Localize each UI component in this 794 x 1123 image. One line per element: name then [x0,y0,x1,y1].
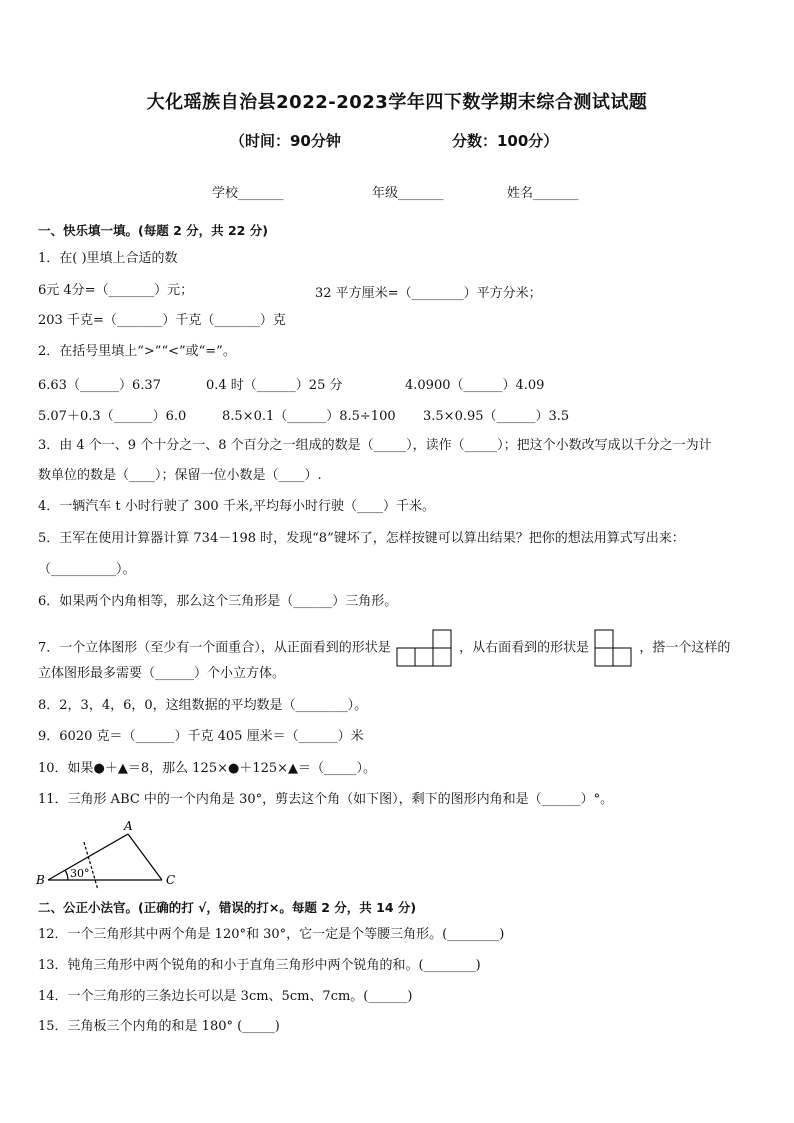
front-view-figure [395,628,455,668]
question-8: 8．2，3，4，6，0，这组数据的平均数是（________）。 [38,698,368,713]
side-ac [128,834,162,880]
question-15: 15．三角板三个内角的和是 180° (_____) [38,1019,280,1034]
angle-label: 30° [70,867,90,880]
question-11: 11．三角形 ABC 中的一个内角是 30°，剪去这个角（如下图），剩下的图形内角和是（______）°。 [38,792,614,807]
exam-time: （时间：90分钟 [230,132,341,150]
compare-item: 4.0900（______）4.09 [405,378,545,393]
name-field[interactable]: 姓名_______ [507,186,579,201]
compare-item: 6.63（______）6.37 [38,378,161,393]
compare-item: 5.07＋0.3（______）6.0 [38,409,187,424]
question-1a: 6元 4分=（_______）元； [38,283,194,298]
cut-line [84,842,98,890]
question-5-line1: 5．王军在使用计算器计算 734－198 时，发现“8”键坏了，怎样按键可以算出结果？把你的想法用算式写出来： [38,531,685,546]
q7-text-part2: ，从右面看到的形状是 [459,640,590,656]
section2-heading: 二、公正小法官。(正确的打 √，错误的打×。每题 2 分，共 14 分) [38,900,417,915]
question-1: 1．在( )里填上合适的数 [38,251,178,266]
compare-item: 3.5×0.95（______）3.5 [423,409,570,424]
school-field[interactable]: 学校_______ [212,186,284,201]
exam-info [230,130,790,151]
question-1b: 32 平方厘米=（________）平方分米； [315,286,542,301]
question-2: 2．在括号里填上“>”“<”或“=”。 [38,344,236,359]
question-13: 13．钝角三角形中两个锐角的和小于直角三角形中两个锐角的和。(________) [38,958,481,973]
question-9: 9．6020 克＝（______）千克 405 厘米＝（______）米 [38,729,364,744]
q7-text-part3: ，搭一个这样的 [639,640,731,656]
vertex-c-label: C [166,873,176,887]
question-3-line1: 3．由 4 个一、9 个十分之一、8 个百分之一组成的数是（_____），读作（_____）；把这个小数改写成以千分之一为计 [38,438,712,453]
right-view-figure [593,628,635,668]
grade-field[interactable]: 年级_______ [372,186,444,201]
question-3-line2: 数单位的数是（____）；保留一位小数是（____）. [38,468,322,483]
vertex-a-label: A [124,819,133,833]
question-4: 4．一辆汽车 t 小时行驶了 300 千米,平均每小时行驶（____）千米。 [38,499,435,514]
question-5-line2: （__________）。 [38,562,136,577]
question-7-line1 [38,628,730,668]
page-title: 大化瑶族自治县2022-2023学年四下数学期末综合测试试题 [146,92,648,113]
q7-text-part1: 7．一个立体图形（至少有一个面重合），从正面看到的形状是 [38,640,391,656]
question-10: 10．如果●＋▲＝8，那么 125×●＋125×▲＝（_____）。 [38,761,377,776]
question-7-line2: 立体图形最多需要（______）个小立方体。 [38,666,286,681]
question-6: 6．如果两个内角相等，那么这个三角形是（______）三角形。 [38,594,398,609]
question-12: 12．一个三角形其中两个角是 120°和 30°，它一定是个等腰三角形。(________) [38,927,505,942]
angle-arc [65,870,68,880]
triangle-figure [34,818,184,890]
question-1c: 203 千克=（_______）千克（_______）克 [38,313,286,328]
exam-score: 分数：100分） [452,132,559,150]
vertex-b-label: B [36,873,45,887]
section1-heading: 一、快乐填一填。(每题 2 分，共 22 分) [38,223,268,238]
question-14: 14．一个三角形的三条边长可以是 3cm、5cm、7cm。(______) [38,989,413,1004]
compare-item: 0.4 时（______）25 分 [206,378,343,393]
compare-item: 8.5×0.1（______）8.5÷100 [222,409,396,424]
